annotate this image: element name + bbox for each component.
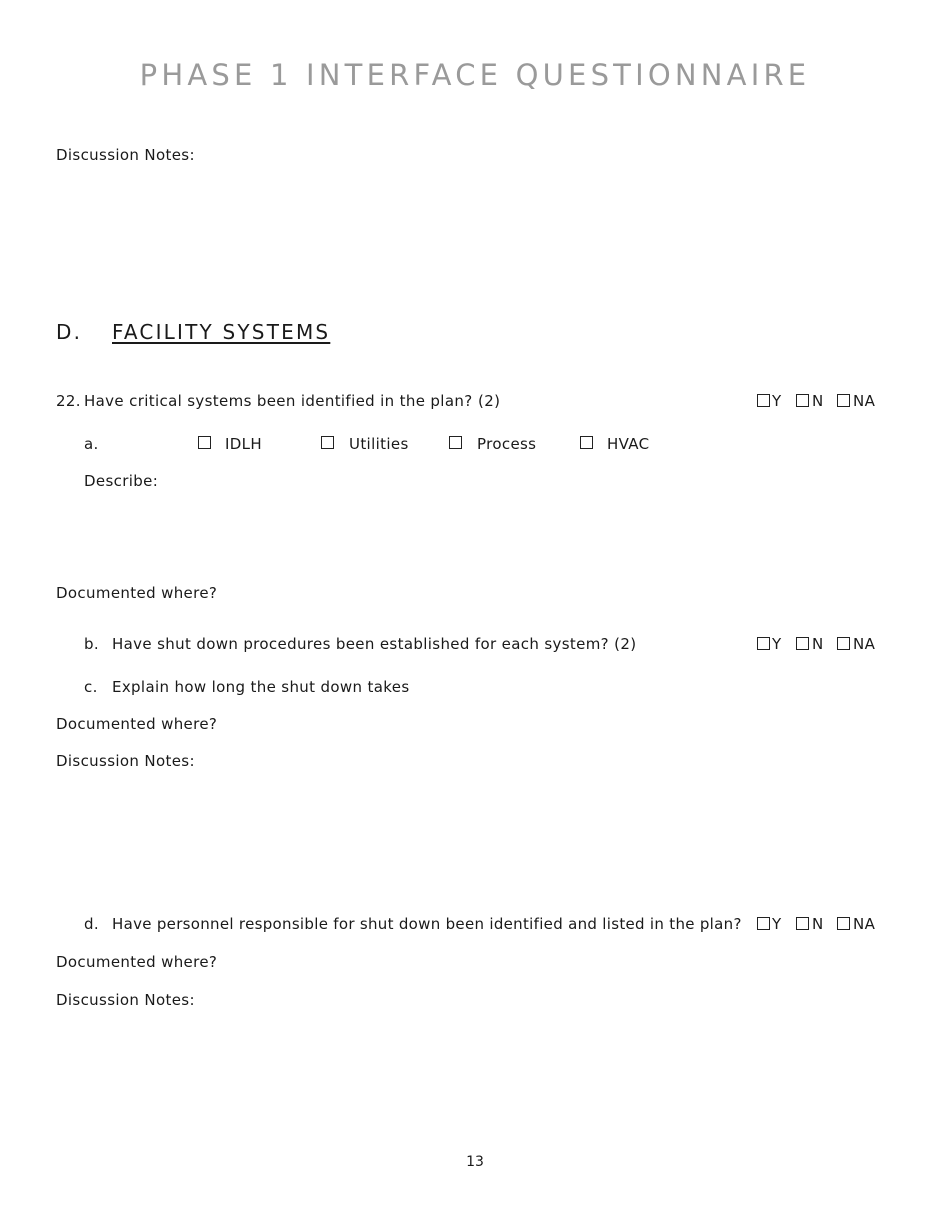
section-title: FACILITY SYSTEMS bbox=[112, 320, 331, 344]
utilities-checkbox[interactable] bbox=[321, 436, 334, 449]
q22-text: Have critical systems been identified in the plan? bbox=[84, 392, 473, 410]
d-no-label: N bbox=[812, 915, 824, 933]
q22-number: 22. bbox=[56, 392, 81, 410]
idlh-checkbox[interactable] bbox=[198, 436, 211, 449]
q22-na-checkbox[interactable] bbox=[837, 394, 850, 407]
d-yes-checkbox[interactable] bbox=[757, 917, 770, 930]
discussion-notes-label-3: Discussion Notes: bbox=[56, 991, 195, 1009]
documented-where-label-1: Documented where? bbox=[56, 584, 218, 602]
q22-no-checkbox[interactable] bbox=[796, 394, 809, 407]
process-checkbox[interactable] bbox=[449, 436, 462, 449]
page-title: PHASE 1 INTERFACE QUESTIONNAIRE bbox=[139, 58, 811, 92]
process-label: Process bbox=[477, 435, 537, 453]
discussion-notes-label-top: Discussion Notes: bbox=[56, 146, 195, 164]
documented-where-label-3: Documented where? bbox=[56, 953, 218, 971]
item-c-text: Explain how long the shut down takes bbox=[112, 678, 410, 696]
section-letter: D. bbox=[56, 320, 83, 344]
item-d-letter: d. bbox=[84, 915, 99, 933]
b-no-checkbox[interactable] bbox=[796, 637, 809, 650]
item-b-letter: b. bbox=[84, 635, 99, 653]
hvac-label: HVAC bbox=[607, 435, 650, 453]
b-na-label: NA bbox=[853, 635, 876, 653]
item-b-text: Have shut down procedures been established for each system? (2) bbox=[112, 635, 637, 653]
d-no-checkbox[interactable] bbox=[796, 917, 809, 930]
q22-yes-checkbox[interactable] bbox=[757, 394, 770, 407]
d-na-checkbox[interactable] bbox=[837, 917, 850, 930]
item-d-text: Have personnel responsible for shut down been identified and listed in the plan? bbox=[112, 915, 742, 933]
q22-yes-label: Y bbox=[772, 392, 782, 410]
b-yes-checkbox[interactable] bbox=[757, 637, 770, 650]
utilities-label: Utilities bbox=[349, 435, 409, 453]
d-yes-label: Y bbox=[772, 915, 782, 933]
documented-where-label-2: Documented where? bbox=[56, 715, 218, 733]
item-a-letter: a. bbox=[84, 435, 99, 453]
q22-ref: (2) bbox=[478, 392, 501, 410]
discussion-notes-label-2: Discussion Notes: bbox=[56, 752, 195, 770]
hvac-checkbox[interactable] bbox=[580, 436, 593, 449]
b-no-label: N bbox=[812, 635, 824, 653]
item-c-letter: c. bbox=[84, 678, 98, 696]
b-yes-label: Y bbox=[772, 635, 782, 653]
page-number: 13 bbox=[466, 1154, 484, 1170]
idlh-label: IDLH bbox=[225, 435, 263, 453]
q22-no-label: N bbox=[812, 392, 824, 410]
describe-label: Describe: bbox=[84, 472, 159, 490]
b-na-checkbox[interactable] bbox=[837, 637, 850, 650]
d-na-label: NA bbox=[853, 915, 876, 933]
q22-na-label: NA bbox=[853, 392, 876, 410]
